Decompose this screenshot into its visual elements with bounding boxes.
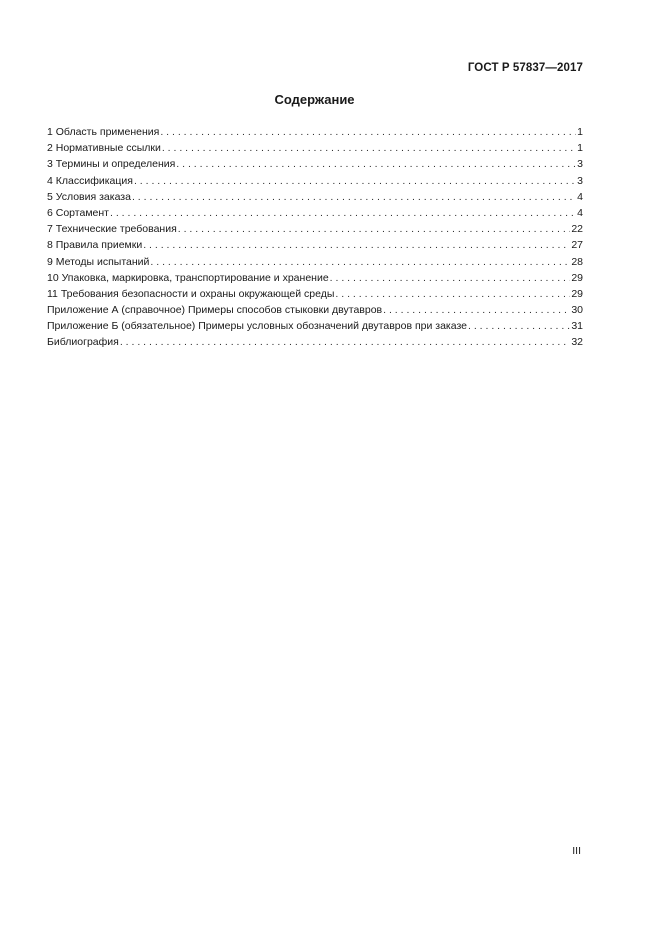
toc-entry-label: 11 Требования безопасности и охраны окружающей среды xyxy=(47,287,335,300)
toc-leader-dots xyxy=(110,205,576,221)
toc-title: Содержание xyxy=(274,92,355,107)
toc-entry[interactable] xyxy=(47,189,583,205)
toc-entry[interactable] xyxy=(47,221,583,237)
toc-entry[interactable] xyxy=(47,156,583,172)
toc-leader-dots xyxy=(143,237,570,253)
toc-entry[interactable] xyxy=(47,318,583,334)
toc-entry-page: 4 xyxy=(577,190,583,203)
toc-leader-dots xyxy=(150,254,570,270)
toc-leader-dots xyxy=(468,318,570,334)
toc-entry-page: 1 xyxy=(577,126,583,138)
page-number: III xyxy=(572,845,581,857)
toc-leader-dots xyxy=(120,334,570,350)
toc-entry[interactable] xyxy=(47,124,583,140)
toc-entry[interactable] xyxy=(47,270,583,286)
toc-entry-label: 10 Упаковка, маркировка, транспортирование и хранение xyxy=(47,271,329,284)
toc-entry-page: 3 xyxy=(577,174,583,187)
toc-entry-page: 29 xyxy=(571,287,583,300)
toc-entry[interactable] xyxy=(47,237,583,253)
toc-entry[interactable] xyxy=(47,140,583,156)
toc-entry-label: 9 Методы испытаний xyxy=(47,255,150,268)
toc-entry[interactable] xyxy=(47,173,583,189)
toc-entry-page: 30 xyxy=(571,304,583,317)
toc-entry-label: 6 Сортамент xyxy=(47,206,109,219)
toc-entry[interactable] xyxy=(47,254,583,270)
toc-entry[interactable] xyxy=(47,334,583,350)
toc-entry-label: Приложение А (справочное) Примеры способов стыковки двутавров xyxy=(47,304,383,317)
toc-leader-dots xyxy=(383,302,570,318)
toc-entry-page: 4 xyxy=(577,206,583,219)
toc-entry[interactable] xyxy=(47,286,583,302)
toc-entry-label: 3 Термины и определения xyxy=(47,158,176,171)
toc-entry-label: Библиография xyxy=(47,336,119,349)
toc-leader-dots xyxy=(134,173,576,189)
table-of-contents xyxy=(47,124,583,351)
toc-entry-label: 8 Правила приемки xyxy=(47,239,143,252)
toc-entry[interactable] xyxy=(47,205,583,221)
toc-entry-label: 2 Нормативные ссылки xyxy=(47,142,161,155)
toc-entry-label: Приложение Б (обязательное) Примеры условных обозначений двутавров при заказе xyxy=(47,320,467,333)
toc-entry-page: 31 xyxy=(571,320,583,333)
toc-entry-page: 3 xyxy=(577,158,583,171)
toc-entry-label: 4 Классификация xyxy=(47,174,133,187)
toc-entry-page: 22 xyxy=(571,223,583,236)
toc-entry[interactable] xyxy=(47,302,583,318)
toc-leader-dots xyxy=(132,189,576,205)
toc-entry-page: 28 xyxy=(571,255,583,268)
toc-entry-label: 5 Условия заказа xyxy=(47,190,131,203)
toc-leader-dots xyxy=(178,221,571,237)
document-code: ГОСТ Р 57837—2017 xyxy=(467,62,583,74)
toc-leader-dots xyxy=(330,270,571,286)
toc-entry-page: 27 xyxy=(571,239,583,252)
toc-entry-label: 1 Область применения xyxy=(47,126,160,138)
toc-leader-dots xyxy=(176,156,576,172)
toc-leader-dots xyxy=(162,140,576,156)
toc-entry-page: 29 xyxy=(571,271,583,284)
toc-entry-page: 1 xyxy=(577,142,583,155)
toc-leader-dots xyxy=(335,286,570,302)
toc-leader-dots xyxy=(160,124,576,140)
toc-entry-page: 32 xyxy=(571,336,583,349)
toc-entry-label: 7 Технические требования xyxy=(47,223,177,236)
